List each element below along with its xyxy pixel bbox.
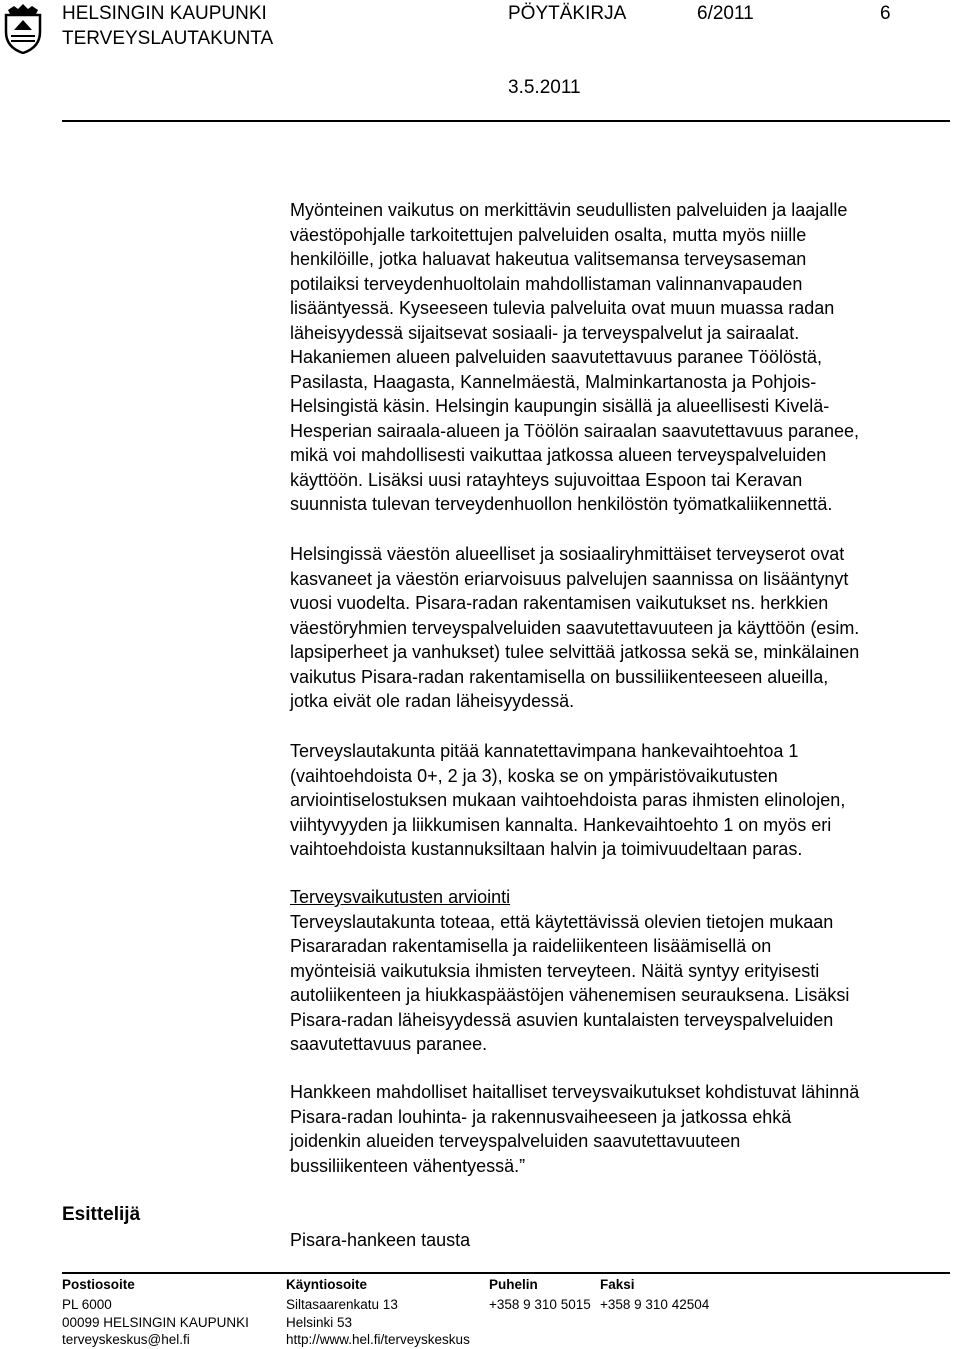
footer-fax: +358 9 310 42504 bbox=[600, 1297, 710, 1312]
presenter-label: Esittelijä bbox=[62, 1204, 141, 1225]
text-line: vaihtoehdoista kustannuksiltaan halvin ja toimivuudeltaan paras. bbox=[290, 839, 803, 859]
paragraph-regional-effects bbox=[290, 198, 960, 517]
text-line: kasvaneet ja väestön eriarvoisuus palvelujen saannissa on lisääntynyt bbox=[290, 568, 849, 589]
footer-phone-heading: Puhelin bbox=[489, 1277, 538, 1292]
helsinki-coat-of-arms-logo bbox=[2, 2, 44, 54]
text-line: Hankkeen mahdolliset haitalliset terveysvaikutukset kohdistuvat lähinnä bbox=[290, 1082, 860, 1102]
text-line: Myönteinen vaikutus on merkittävin seudullisten palveluiden ja laajalle bbox=[290, 200, 848, 220]
text-line: Pisara-radan läheisyydessä asuvien kuntalaisten terveyspalveluiden bbox=[290, 1009, 834, 1030]
footer-phone: +358 9 310 5015 bbox=[489, 1297, 591, 1312]
header-divider bbox=[62, 120, 950, 122]
text-line: suunnista tulevan terveydenhuollon henkilöstön työmatkaliikennettä. bbox=[290, 494, 833, 514]
text-line: (vaihtoehdoista 0+, 2 ja 3), koska se on ympäristövaikutusten bbox=[290, 765, 778, 786]
footer-visit-street: Siltasaarenkatu 13 bbox=[286, 1297, 398, 1312]
footer-postal-heading: Postiosoite bbox=[62, 1277, 135, 1292]
document-type: PÖYTÄKIRJA bbox=[508, 3, 627, 24]
text-line: viihtyvyyden ja liikkumisen kannalta. Hankevaihtoehto 1 on myös eri bbox=[290, 814, 832, 835]
text-line: potilaiksi terveydenhuoltolain mahdollistaman valinnanvapauden bbox=[290, 273, 803, 294]
text-line: Terveyslautakunta toteaa, että käytettävissä olevien tietojen mukaan bbox=[290, 911, 834, 932]
text-line: mikä voi mahdollisesti vaikuttaa jatkossa alueen terveyspalveluiden bbox=[290, 445, 827, 465]
text-line: Helsingissä väestön alueelliset ja sosiaaliryhmittäiset terveyserot ovat bbox=[290, 544, 845, 564]
text-line: jotka eivät ole radan läheisyydessä. bbox=[290, 691, 575, 711]
section-heading: Terveysvaikutusten arviointi bbox=[290, 887, 511, 907]
text-line: vuosi vuodelta. Pisara-radan rakentamisen vaikutukset ns. herkkien bbox=[290, 593, 829, 613]
paragraph-preferred-option bbox=[290, 739, 960, 862]
text-line: henkilöille, jotka haluavat hakeutua valitsemansa terveysaseman bbox=[290, 249, 807, 269]
text-line: lapsiperheet ja vanhukset) tulee selvittää jatkossa sekä se, minkälainen bbox=[290, 642, 860, 662]
paragraph-harmful-effects bbox=[290, 1080, 960, 1178]
paragraph-health-inequality bbox=[290, 542, 960, 714]
document-number: 6/2011 bbox=[697, 3, 754, 24]
text-line: väestöpohjalle tarkoitettujen palveluiden osalta, mutta myös niille bbox=[290, 224, 807, 245]
text-line: Hesperian sairaala-alueen ja Töölön sairaalan saavutettavuus paranee, bbox=[290, 420, 860, 441]
text-line: Pisara-radan louhinta- ja rakennusvaiheeseen ja jatkossa ehkä bbox=[290, 1106, 792, 1127]
footer-visit-city: Helsinki 53 bbox=[286, 1315, 353, 1330]
footer-postal-city: 00099 HELSINGIN KAUPUNKI bbox=[62, 1315, 249, 1330]
text-line: arviointiselostuksen mukaan vaihtoehdoista paras ihmisten elinolojen, bbox=[290, 790, 846, 810]
department-name: TERVEYSLAUTAKUNTA bbox=[62, 28, 274, 49]
meeting-date: 3.5.2011 bbox=[508, 77, 581, 98]
text-line: myönteisiä vaikutuksia ihmisten terveyteen. Näitä syntyy erityisesti bbox=[290, 960, 820, 981]
text-line: vaikutus Pisara-radan rakentamisella on bussiliikenteeseen alueilla, bbox=[290, 666, 829, 687]
text-line: läheisyydessä sijaitsevat sosiaali- ja terveyspalvelut ja sairaalat. bbox=[290, 322, 800, 343]
text-line: käyttöön. Lisäksi uusi ratayhteys sujuvoittaa Espoon tai Keravan bbox=[290, 469, 803, 490]
text-line: autoliikenteen ja hiukkaspäästöjen vähenemisen seurauksena. Lisäksi bbox=[290, 985, 850, 1005]
text-line: Pasilasta, Haagasta, Kannelmäestä, Malminkartanosta ja Pohjois- bbox=[290, 371, 817, 392]
text-line: lisääntyessä. Kyseeseen tulevia palveluita ovat muun muassa radan bbox=[290, 298, 835, 318]
text-line: bussiliikenteen vähentyessä.” bbox=[290, 1155, 526, 1176]
text-line: joidenkin alueiden terveyspalveluiden saavutettavuuteen bbox=[290, 1131, 741, 1151]
text-line: Terveyslautakunta pitää kannatettavimpana hankevaihtoehtoa 1 bbox=[290, 741, 799, 761]
section-health-impact-assessment bbox=[290, 885, 960, 1057]
text-line: Helsingistä käsin. Helsingin kaupungin sisällä ja alueellisesti Kivelä- bbox=[290, 396, 830, 416]
text-line: Pisararadan rakentamisella ja raideliikenteen lisäämisellä on bbox=[290, 936, 772, 956]
page-number: 6 bbox=[880, 3, 891, 24]
footer-postal-box: PL 6000 bbox=[62, 1297, 112, 1312]
text-line: väestöryhmien terveyspalveluiden saavutettavuuteen ja käyttöön (esim. bbox=[290, 617, 860, 638]
text-line: saavutettavuus paranee. bbox=[290, 1034, 488, 1054]
footer-visit-heading: Käyntiosoite bbox=[286, 1277, 368, 1292]
footer-email: terveyskeskus@hel.fi bbox=[62, 1332, 190, 1347]
footer-website: http://www.hel.fi/terveyskeskus bbox=[286, 1332, 470, 1347]
footer-fax-heading: Faksi bbox=[600, 1277, 635, 1292]
presenter-text: Pisara-hankeen tausta bbox=[290, 1230, 471, 1250]
footer-divider bbox=[62, 1272, 950, 1274]
city-name: HELSINGIN KAUPUNKI bbox=[62, 3, 267, 24]
text-line: Hakaniemen alueen palveluiden saavutettavuus paranee Töölöstä, bbox=[290, 347, 823, 367]
